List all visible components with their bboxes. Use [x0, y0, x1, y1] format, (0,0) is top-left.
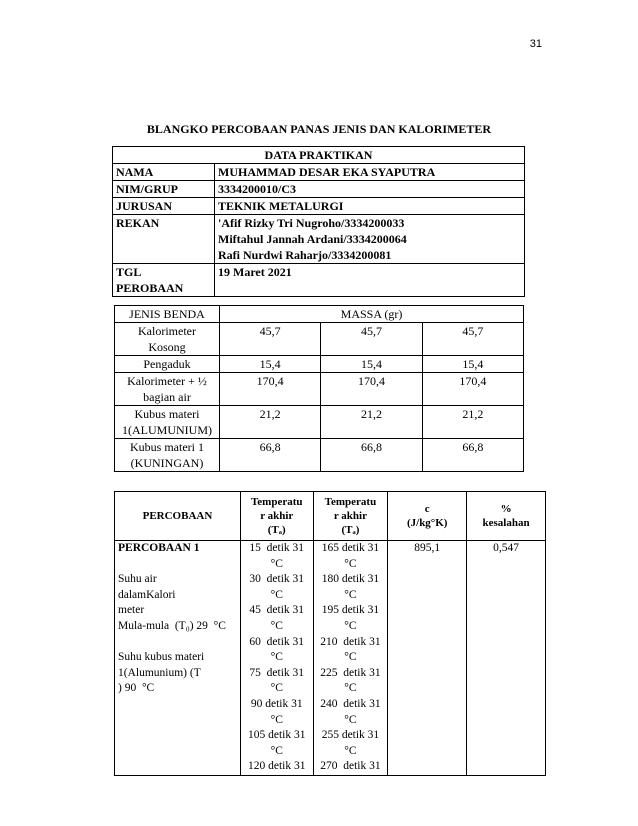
table-row	[113, 147, 525, 164]
reading-line: °C	[270, 713, 283, 726]
reading-line: 195 detik 31	[321, 604, 380, 617]
reading-line: °C	[344, 713, 357, 726]
label-line: PEROBAAN	[116, 281, 184, 295]
massa-cell: 21,2	[220, 406, 321, 439]
label-nama: NAMA	[113, 164, 215, 181]
reading-line: °C	[344, 744, 357, 757]
table-row	[115, 306, 524, 323]
reading-line: 180 detik 31	[321, 573, 380, 586]
cell-line: (KUNINGAN)	[130, 456, 204, 470]
page-number: 31	[529, 38, 542, 50]
rekan-line: Miftahul Jannah Ardani/3334200064	[218, 232, 407, 246]
header-line: kesalahan	[482, 517, 530, 529]
percobaan-cell	[115, 541, 241, 776]
massa-cell: 45,7	[321, 323, 422, 356]
cell-line: bagian air	[143, 390, 191, 404]
header-line: r akhir	[260, 510, 294, 522]
value-jurusan: TEKNIK METALURGI	[215, 198, 525, 215]
desc-line: 1(Alumunium) (T	[118, 666, 201, 679]
massa-cell: 21,2	[422, 406, 523, 439]
header-line: c	[424, 503, 430, 515]
value-nama: MUHAMMAD DESAR EKA SYAPUTRA	[215, 164, 525, 181]
header-jenis-benda: JENIS BENDA	[115, 306, 220, 323]
reading-line: °C	[270, 682, 283, 695]
massa-cell: 170,4	[321, 373, 422, 406]
reading-line: 60 detik 31	[249, 635, 305, 648]
cell-line: Kubus materi 1	[130, 440, 204, 454]
table-row	[113, 215, 525, 264]
massa-cell: 45,7	[220, 323, 321, 356]
reading-line: 75 detik 31	[249, 666, 305, 679]
header-c	[388, 492, 467, 541]
jenis-benda-cell	[115, 323, 220, 356]
massa-cell: 15,4	[220, 356, 321, 373]
massa-cell: 21,2	[321, 406, 422, 439]
table-row	[115, 373, 524, 406]
reading-line: °C	[344, 619, 357, 632]
massa-cell: 45,7	[422, 323, 523, 356]
table-row	[115, 492, 546, 541]
table-row	[113, 198, 525, 215]
cell-line: Kosong	[148, 340, 186, 354]
cell-line: Kalorimeter + ½	[127, 374, 207, 388]
massa-cell: 66,8	[422, 439, 523, 472]
reading-line: 255 detik 31	[321, 729, 380, 742]
reading-line: °C	[344, 651, 357, 664]
desc-line: Suhu air	[118, 573, 157, 586]
reading-line: 30 detik 31	[249, 573, 305, 586]
kesalahan-value-cell: 0,547	[467, 541, 546, 776]
desc-line: dalamKalori	[118, 588, 176, 601]
table-row	[115, 439, 524, 472]
reading-line: 120 detik 31	[247, 760, 306, 773]
header-line: (Tₐ)	[267, 524, 286, 536]
data-praktikan-table	[112, 146, 525, 297]
reading-line: 105 detik 31	[247, 729, 306, 742]
label-jurusan: JURUSAN	[113, 198, 215, 215]
label-rekan: REKAN	[113, 215, 215, 264]
label-line: TGL	[116, 265, 142, 279]
reading-line: 165 detik 31	[321, 542, 380, 554]
table-row	[115, 356, 524, 373]
data-praktikan-header: DATA PRAKTIKAN	[113, 147, 525, 164]
reading-line: 90 detik 31	[250, 697, 303, 710]
header-line: (J/kg°K)	[406, 517, 448, 529]
table-row	[115, 323, 524, 356]
desc-line: Mula-mula (T₀) 29 °C	[118, 619, 226, 632]
percobaan-table	[114, 491, 546, 776]
massa-cell: 15,4	[321, 356, 422, 373]
document-title: BLANGKO PERCOBAAN PANAS JENIS DAN KALORIMETER	[146, 122, 492, 136]
table-row	[113, 264, 525, 297]
table-row	[115, 541, 546, 776]
reading-line: °C	[270, 557, 283, 570]
massa-cell: 66,8	[220, 439, 321, 472]
header-line: Temperatu	[250, 496, 303, 508]
massa-cell: 66,8	[321, 439, 422, 472]
reading-line: °C	[344, 588, 357, 601]
desc-line: ) 90 °C	[118, 682, 155, 695]
header-line: %	[500, 503, 512, 515]
table-row	[115, 406, 524, 439]
label-nim-grup: NIM/GRUP	[113, 181, 215, 198]
reading-line: °C	[344, 682, 357, 695]
value-nim-grup: 3334200010/C3	[215, 181, 525, 198]
reading-line: 240 detik 31	[320, 697, 381, 710]
table-row	[113, 181, 525, 198]
c-value-cell: 895,1	[388, 541, 467, 776]
reading-line: °C	[344, 557, 357, 570]
header-temperatur-awal	[240, 492, 313, 541]
header-temperatur-akhir	[313, 492, 388, 541]
table-row	[113, 164, 525, 181]
temperatur-akhir-cell	[313, 541, 388, 776]
reading-line: °C	[270, 651, 283, 664]
massa-cell: 15,4	[422, 356, 523, 373]
temperatur-awal-cell	[240, 541, 313, 776]
desc-line: meter	[118, 604, 145, 617]
header-percobaan: PERCOBAAN	[115, 492, 241, 541]
value-tgl-percobaan: 19 Maret 2021	[215, 264, 525, 297]
jenis-benda-cell	[115, 439, 220, 472]
reading-line: 225 detik 31	[320, 666, 381, 679]
jenis-benda-cell	[115, 356, 220, 373]
reading-line: 270 detik 31	[320, 760, 381, 773]
cell-line: 1(ALUMUNIUM)	[122, 423, 212, 437]
massa-cell: 170,4	[220, 373, 321, 406]
cell-line: Kubus materi	[134, 407, 200, 421]
massa-cell: 170,4	[422, 373, 523, 406]
cell-line: Pengaduk	[143, 357, 191, 371]
percobaan-title: PERCOBAAN 1	[118, 542, 200, 554]
jenis-benda-cell	[115, 373, 220, 406]
header-line: r akhir	[333, 510, 367, 522]
jenis-benda-cell	[115, 406, 220, 439]
rekan-line: 'Afif Rizky Tri Nugroho/3334200033	[218, 216, 405, 230]
header-line: (Tₐ)	[341, 524, 360, 536]
reading-line: °C	[270, 619, 283, 632]
header-line: Temperatu	[324, 496, 377, 508]
reading-line: 15 detik 31	[249, 542, 305, 554]
reading-line: 210 detik 31	[320, 635, 381, 648]
reading-line: °C	[270, 588, 283, 601]
massa-table	[114, 305, 524, 472]
cell-line: Kalorimeter	[138, 324, 196, 338]
value-rekan	[215, 215, 525, 264]
reading-line: °C	[270, 744, 283, 757]
header-massa: MASSA (gr)	[220, 306, 524, 323]
label-tgl-percobaan	[113, 264, 215, 297]
rekan-line: Rafi Nurdwi Raharjo/3334200081	[218, 248, 392, 262]
reading-line: 45 detik 31	[249, 604, 305, 617]
desc-line: Suhu kubus materi	[118, 651, 205, 664]
header-kesalahan	[467, 492, 546, 541]
